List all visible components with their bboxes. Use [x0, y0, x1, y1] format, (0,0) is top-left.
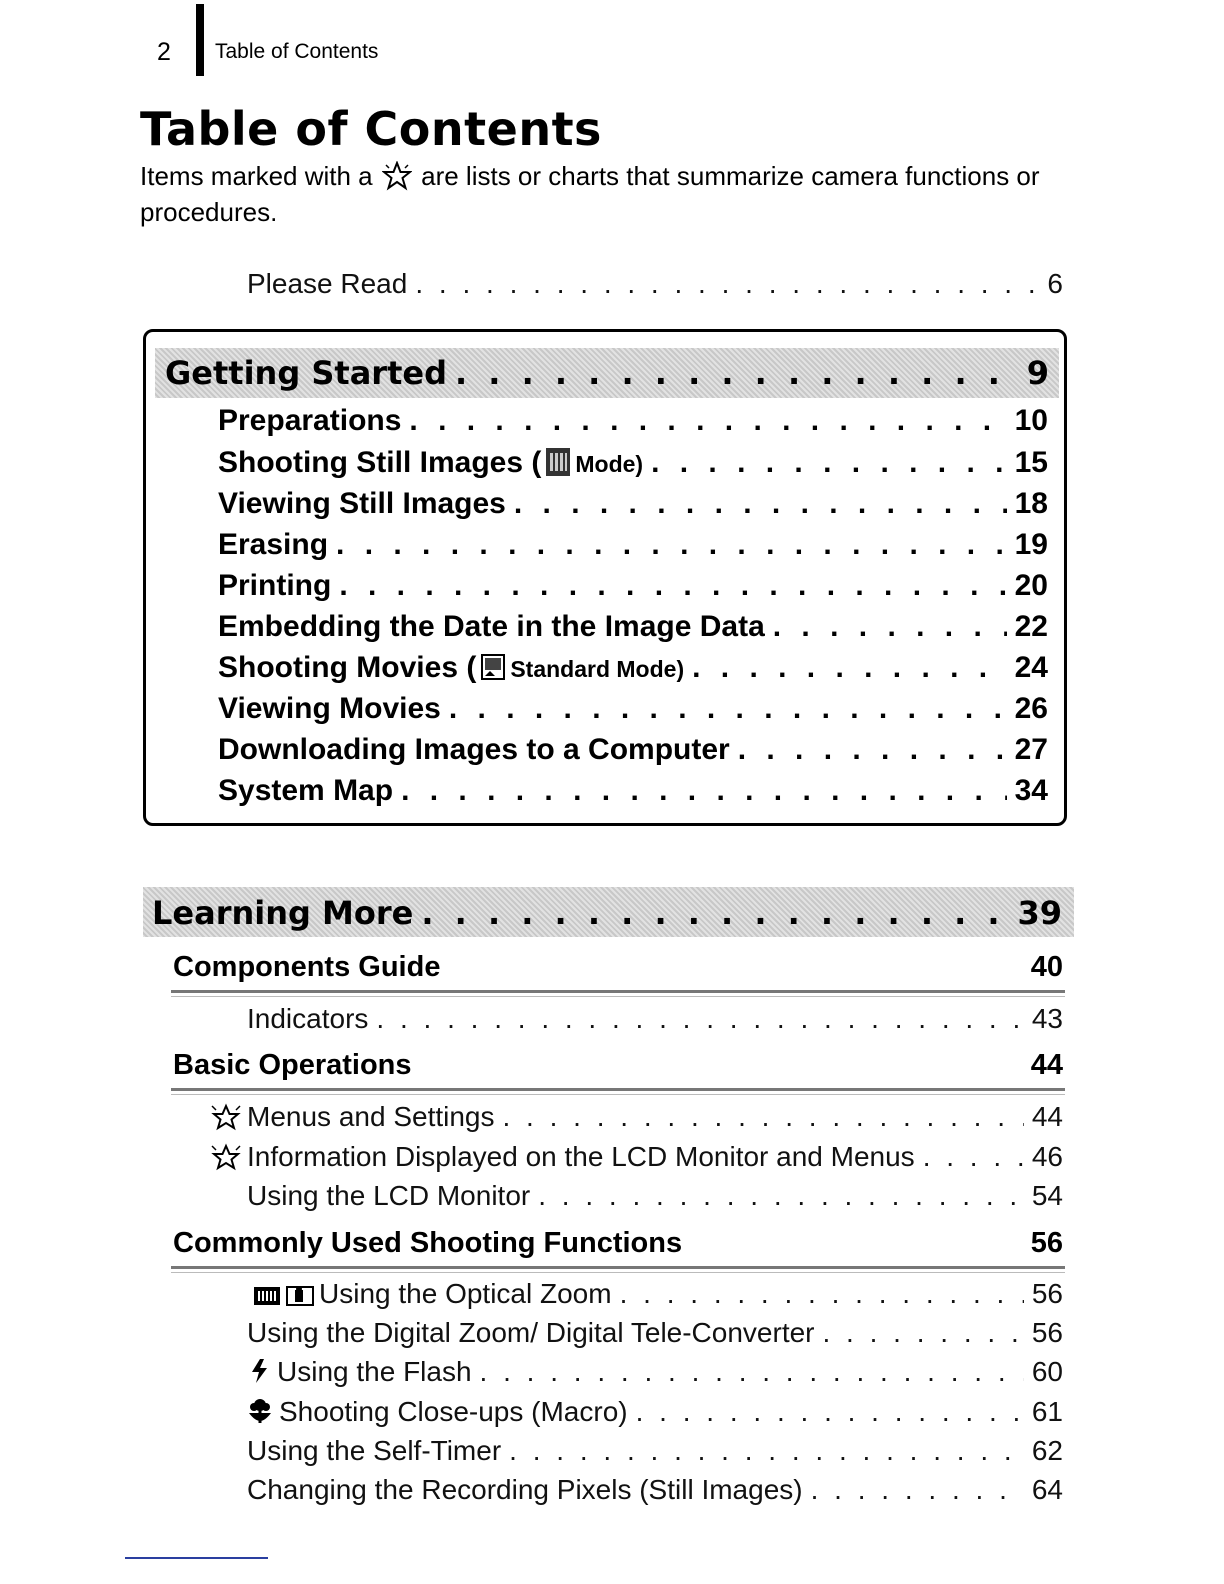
entry-page: 19 — [1014, 528, 1048, 561]
dot-leader — [336, 528, 1007, 562]
running-title: Table of Contents — [215, 40, 379, 63]
section-shooting-functions[interactable] — [173, 1227, 1063, 1260]
toc-entry-downloading-images[interactable] — [218, 733, 1048, 767]
dot-leader — [692, 651, 1007, 685]
entry-label: Please Read — [247, 268, 408, 299]
toc-entry-shooting-still-images[interactable] — [218, 446, 1048, 480]
toc-entry-please-read[interactable] — [247, 268, 1063, 300]
page-title: Table of Contents — [140, 102, 602, 156]
section-page: 56 — [1030, 1227, 1063, 1259]
heading-page: 9 — [1026, 354, 1049, 392]
entry-page: 64 — [1031, 1474, 1063, 1505]
entry-label: Using the LCD Monitor — [247, 1180, 531, 1211]
entry-page: 62 — [1031, 1435, 1063, 1466]
toc-entry-recording-pixels[interactable] — [247, 1474, 1063, 1506]
entry-label: Embedding the Date in the Image Data — [218, 610, 765, 643]
dot-leader — [636, 1396, 1024, 1428]
intro-text — [140, 158, 1080, 230]
entry-label: Printing — [218, 569, 332, 602]
section-rule-thin — [171, 1272, 1065, 1273]
entry-label: Erasing — [218, 528, 329, 561]
entry-label-text: Using the Flash — [277, 1356, 472, 1387]
heading-page: 39 — [1017, 894, 1062, 932]
dot-leader — [449, 692, 1007, 726]
toc-entry-system-map[interactable] — [218, 774, 1048, 808]
entry-label: Viewing Still Images — [218, 487, 506, 520]
toc-entry-viewing-still-images[interactable] — [218, 487, 1048, 521]
footer-rule — [125, 1557, 268, 1559]
telephoto-icon — [253, 1285, 281, 1307]
entry-label: Information Displayed on the LCD Monitor and Menus — [247, 1141, 915, 1172]
toc-entry-lcd-monitor[interactable] — [247, 1180, 1063, 1212]
toc-entry-preparations[interactable] — [218, 404, 1048, 438]
entry-label: Using the Self-Timer — [247, 1435, 502, 1466]
toc-entry-macro[interactable] — [245, 1396, 1063, 1428]
entry-page: 10 — [1014, 404, 1048, 437]
toc-heading-getting-started[interactable] — [165, 354, 1049, 392]
dot-leader — [923, 1141, 1024, 1173]
macro-flower-icon — [245, 1397, 275, 1425]
entry-page: 20 — [1014, 569, 1048, 602]
toc-entry-info-displayed[interactable] — [247, 1141, 1063, 1173]
dot-leader — [823, 1317, 1024, 1349]
entry-label: Menus and Settings — [247, 1101, 495, 1132]
section-label: Components Guide — [173, 951, 441, 983]
entry-label-text: Shooting Movies ( — [218, 651, 477, 684]
toc-entry-self-timer[interactable] — [247, 1435, 1063, 1467]
entry-label: Changing the Recording Pixels (Still Images) — [247, 1474, 803, 1505]
entry-label-text: Using the Optical Zoom — [319, 1278, 612, 1309]
entry-page: 15 — [1014, 446, 1048, 479]
entry-label-text: Shooting Close-ups (Macro) — [279, 1396, 628, 1427]
page-number: 2 — [157, 38, 171, 66]
entry-label: Downloading Images to a Computer — [218, 733, 730, 766]
toc-entry-menus-settings[interactable] — [247, 1101, 1063, 1133]
entry-page: 54 — [1031, 1180, 1063, 1211]
dot-leader — [514, 487, 1007, 521]
wide-angle-icon — [285, 1285, 315, 1307]
dot-leader — [620, 1278, 1024, 1310]
entry-page: 56 — [1031, 1317, 1063, 1348]
movie-mode-icon — [480, 652, 506, 682]
dot-leader — [651, 446, 1007, 480]
entry-page: 61 — [1031, 1396, 1063, 1427]
heading-label: Getting Started — [165, 354, 447, 392]
entry-page: 34 — [1014, 774, 1048, 807]
section-page: 40 — [1030, 951, 1063, 983]
entry-label: Viewing Movies — [218, 692, 441, 725]
auto-mode-icon — [545, 447, 571, 477]
dot-leader — [811, 1474, 1024, 1506]
intro-after: are lists or charts that summarize camera functions or procedures. — [140, 161, 1040, 227]
star-icon — [204, 1100, 244, 1136]
section-label: Basic Operations — [173, 1049, 412, 1081]
entry-label — [247, 1356, 472, 1388]
entry-label — [218, 446, 643, 480]
dot-leader — [376, 1003, 1023, 1035]
entry-page: 44 — [1031, 1101, 1063, 1132]
heading-label: Learning More — [152, 894, 414, 932]
dot-leader — [773, 610, 1007, 644]
entry-label: Preparations — [218, 404, 402, 437]
entry-label — [253, 1278, 612, 1310]
entry-page: 27 — [1014, 733, 1048, 766]
section-label: Commonly Used Shooting Functions — [173, 1227, 683, 1259]
section-rule-thin — [171, 996, 1065, 997]
section-rule — [171, 1266, 1065, 1269]
entry-page: 22 — [1014, 610, 1048, 643]
dot-leader — [421, 894, 1009, 932]
mode-label: Standard Mode) — [510, 656, 685, 682]
toc-entry-printing[interactable] — [218, 569, 1048, 603]
entry-label — [218, 651, 684, 685]
dot-leader — [503, 1101, 1024, 1133]
dot-leader — [415, 268, 1039, 300]
star-icon — [204, 1140, 244, 1176]
toc-entry-viewing-movies[interactable] — [218, 692, 1048, 726]
intro-before: Items marked with a — [140, 161, 373, 191]
section-rule-thin — [171, 1094, 1065, 1095]
toc-entry-embedding-date[interactable] — [218, 610, 1048, 644]
dot-leader — [401, 774, 1007, 808]
dot-leader — [339, 569, 1006, 603]
entry-label-text: Shooting Still Images ( — [218, 446, 542, 479]
section-rule — [171, 1088, 1065, 1091]
entry-label: Using the Digital Zoom/ Digital Tele-Converter — [247, 1317, 815, 1348]
toc-entry-shooting-movies[interactable] — [218, 651, 1048, 685]
dot-leader — [480, 1356, 1024, 1388]
toc-entry-digital-zoom[interactable] — [247, 1317, 1063, 1349]
star-icon — [382, 161, 412, 191]
entry-page: 43 — [1031, 1003, 1063, 1034]
entry-page: 46 — [1031, 1141, 1063, 1172]
section-rule — [171, 990, 1065, 993]
section-components-guide[interactable] — [173, 951, 1063, 984]
header-divider — [196, 4, 204, 76]
toc-entry-flash[interactable] — [247, 1356, 1063, 1388]
entry-page: 60 — [1031, 1356, 1063, 1387]
section-basic-operations[interactable] — [173, 1049, 1063, 1082]
dot-leader — [738, 733, 1007, 767]
entry-label — [245, 1396, 628, 1428]
entry-page: 6 — [1047, 268, 1063, 299]
dot-leader — [509, 1435, 1024, 1467]
toc-entry-optical-zoom[interactable] — [253, 1278, 1063, 1310]
dot-leader — [455, 354, 1019, 392]
section-page: 44 — [1030, 1049, 1063, 1081]
entry-label: Indicators — [247, 1003, 369, 1034]
toc-entry-indicators[interactable] — [247, 1003, 1063, 1035]
entry-page: 18 — [1014, 487, 1048, 520]
mode-label: Mode) — [575, 451, 644, 477]
entry-label: System Map — [218, 774, 394, 807]
entry-page: 24 — [1014, 651, 1048, 684]
toc-heading-learning-more[interactable] — [152, 894, 1062, 932]
dot-leader — [538, 1180, 1024, 1212]
entry-page: 56 — [1031, 1278, 1063, 1309]
entry-page: 26 — [1014, 692, 1048, 725]
toc-entry-erasing[interactable] — [218, 528, 1048, 562]
flash-icon — [247, 1357, 273, 1385]
dot-leader — [409, 404, 1006, 438]
